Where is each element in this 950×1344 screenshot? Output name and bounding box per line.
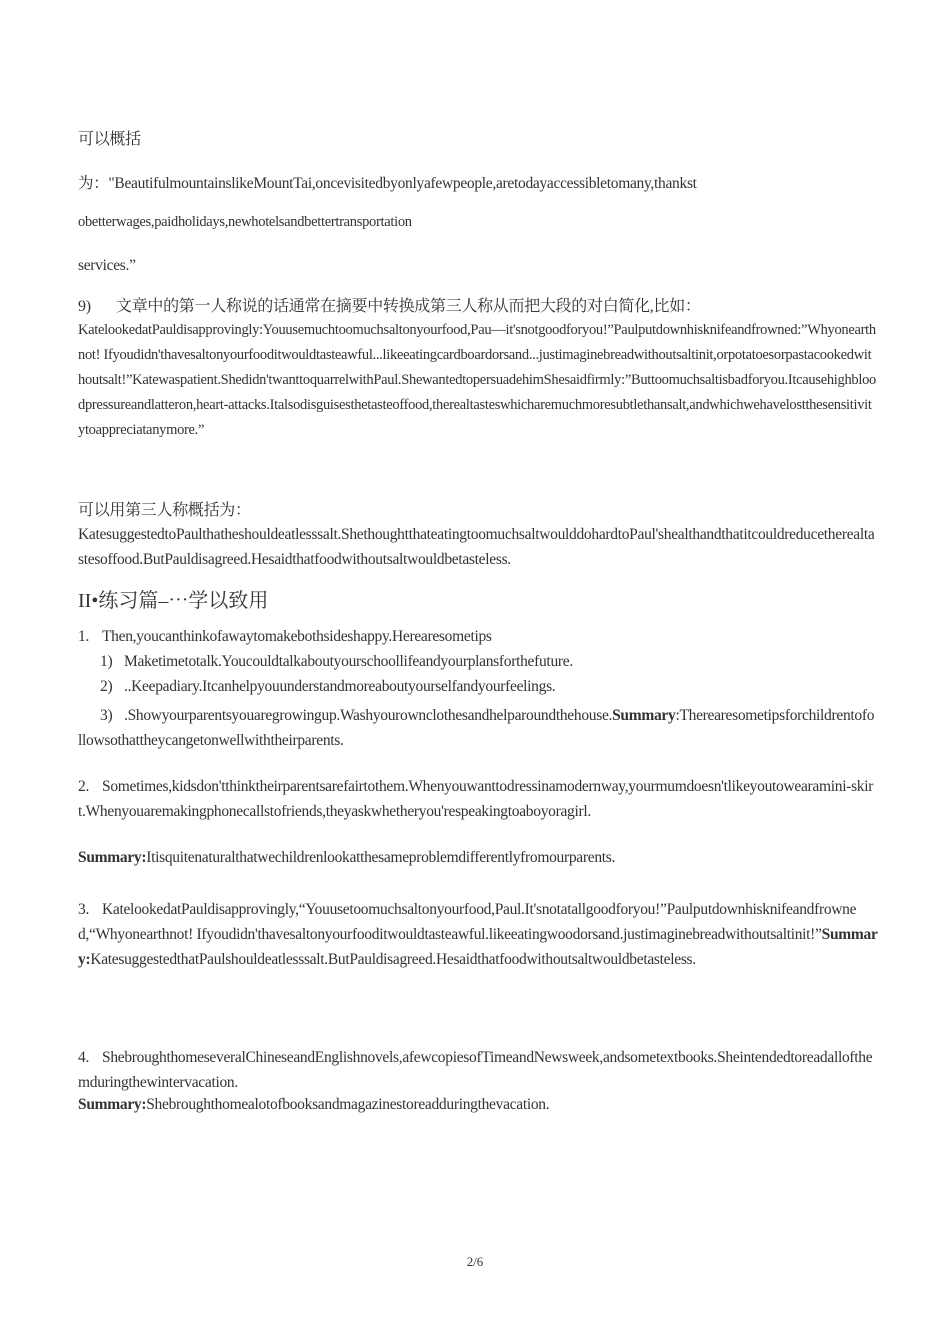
page-number: 2/6 [466, 1254, 484, 1269]
exercise-3 [78, 897, 878, 972]
exercise-2 [78, 774, 878, 824]
item-9-dialogue: KatelookedatPauldisapprovingly:Youusemuchtoomuchsaltonyourfood,Pau—it'snotgoodforyou!”Paulputdownhisknifeandfrowned:”Whyonearthnot! Ifyoudidn'thavesaltonyourfooditwouldtasteawful...likeeatingcardboardorsand...justimaginebreadwithoutsaltinit,orpotatoesorpastacookedwithoutsalt!”Katewaspatient.Shedidn'twanttoquarrelwithPaul.ShewantedtopersuadehimShesaidfirmly:”Buttoomuchsaltisbadforyou.Itcausehighbloodpressureandlatteron,heart-attacks.Italsodisguisesthetasteoffood,therealtasteswhicharemuchmoresubtlethansalt,andwhichwehavelostthesensitivitytoappreciatanymore.” [78, 322, 876, 438]
summary-text: KatesuggestedthatPaulshouldeatlesssalt.ButPauldisagreed.Hesaidthatfoodwithoutsaltwouldbetasteless. [90, 951, 696, 968]
summary-text: Shebroughthomealotofbooksandmagazinestoreadduringthevacation. [146, 1096, 550, 1113]
exercise-1-text: Then,youcanthinkofawaytomakebothsideshappy.Herearesometips [102, 628, 492, 645]
intro-line-3: obetterwages,paidholidays,newhotelsandbettertransportation [78, 214, 412, 230]
section-heading: II•练习篇–⋯学以致用 [78, 590, 269, 612]
exercise-1-tip [100, 653, 573, 671]
exercise-3-number: 3. [78, 901, 90, 918]
exercise-1-number: 1. [78, 628, 90, 645]
exercise-1-tip [100, 678, 555, 696]
exercise-4-number: 4. [78, 1049, 90, 1066]
exercise-4 [78, 1045, 878, 1095]
summary-label: Summary: [78, 1096, 147, 1113]
intro-line-4: services.” [78, 257, 136, 274]
item-9-number: 9) [78, 298, 91, 315]
summary-label: Summary [612, 707, 676, 724]
exercise-1 [78, 628, 492, 646]
tip-number: 1) [100, 653, 113, 670]
tip-text: ..Keepadiary.Itcanhelpyouunderstandmoreaboutyourselfandyourfeelings. [124, 678, 556, 695]
exercise-2-summary [78, 849, 615, 867]
item-9-heading [78, 293, 701, 316]
tip-number: 3) [100, 707, 113, 724]
intro-line-2: 为："BeautifulmountainslikeMountTai,oncevisitedbyonlyafewpeople,aretodayaccessibletomany,thankst [78, 175, 697, 192]
intro-line-1: 可以概括 [78, 131, 141, 148]
tip-number: 2) [100, 678, 113, 695]
summary-text: Itisquitenaturalthatwechildrenlookatthesameproblemdifferentlyfromourparents. [146, 849, 616, 866]
tip-text: Maketimetotalk.Youcouldtalkaboutyourschoollifeandyourplansforthefuture. [124, 653, 573, 670]
summary-label: Summary: [78, 849, 147, 866]
exercise-2-number: 2. [78, 778, 90, 795]
exercise-1-tip-with-summary [78, 703, 878, 753]
item-9-summary: KatesuggestedtoPaulthatheshouldeatlesssalt.ShethoughtthateatingtoomuchsaltwoulddohardtoPaul'shealthandthatitcouldreducetherealtastesoffood.ButPauldisagreed.Hesaidthatfoodwithoutsaltwouldbetasteless. [78, 526, 875, 568]
exercise-4-text: ShebroughthomeseveralChineseandEnglishnovels,afewcopiesofTimeandNewsweek,andsometextbooks.Sheintendedtoreadallofthemduringthewintervacation. [78, 1049, 873, 1091]
exercise-3-text: KatelookedatPauldisapprovingly,“Youusetoomuchsaltonyourfood,Paul.It'snotatallgoodforyou!”Paulputdownhisknifeandfrowned,“Whyonearthnot! Ifyoudidn'thavesaltonyourfooditwouldtasteawful.likeeatingwoodorsand.justimaginebreadwithoutsaltinit!” [78, 901, 857, 943]
third-person-label: 可以用第三人称概括为： [78, 502, 251, 519]
summary-text: :Therearesometipsforchildrentofollowsothattheycangetonwellwiththeirparents. [78, 707, 875, 749]
exercise-2-text: Sometimes,kidsdon'tthinktheirparentsarefairtothem.Whenyouwanttodressinamodernway,yourmumdoesn'tlikeyoutowearamini-skirt.Whenyouaremakingphonecallstofriends,theyaskwhetheryou'respeakingtoaboyoragirl. [78, 778, 874, 820]
summary-label: Summary: [78, 926, 878, 968]
tip-text: .Showyourparentsyouaregrowingup.Washyourownclothesandhelparoundthehouse. [124, 707, 613, 724]
exercise-4-summary [78, 1096, 549, 1114]
item-9-heading-text: 文章中的第一人称说的话通常在摘要中转换成第三人称从而把大段的对白简化,比如： [116, 298, 701, 315]
